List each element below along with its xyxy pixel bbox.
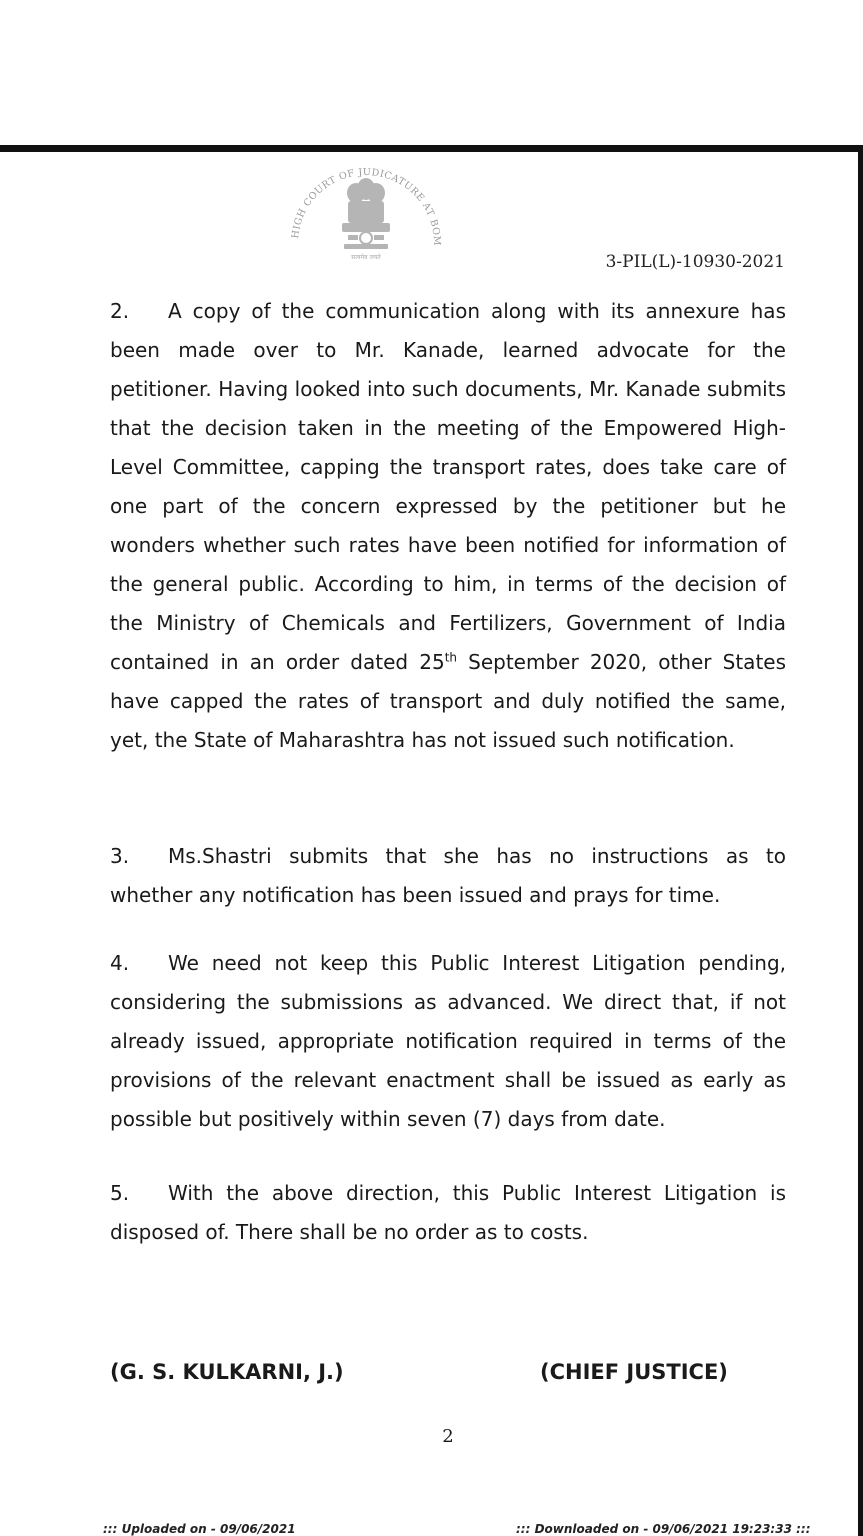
paragraph-4 — [110, 944, 786, 1139]
paragraph-text: With the above direction, this Public Interest Litigation is disposed of. There shall be no order as to costs. — [110, 1181, 786, 1244]
paragraph-text: A copy of the communication along with its annexure has been made over to Mr. Kanade, learned advocate for the petitioner. Having looked into such documents, Mr. Kanade submits that the decision taken in the meeting of the Empowered High-Level Committee, capping the transport rates, does take care of one part of the concern expressed by the petitioner but he wonders whether such rates have been notified for information of the general public. According to him, in terms of the decision of the Ministry of Chemicals and Fertilizers, Government of India contained in an order dated 25 — [110, 299, 786, 674]
seal-motto: सत्यमेव जयते — [351, 254, 381, 261]
paragraph-number: 3. — [110, 844, 130, 868]
ordinal-superscript: th — [444, 650, 457, 665]
paragraph-5 — [110, 1174, 786, 1252]
paragraph-number: 2. — [110, 299, 130, 323]
page-number: 2 — [442, 1426, 454, 1447]
signature-judge: (G. S. KULKARNI, J.) — [110, 1360, 344, 1384]
signature-chief-justice: (CHIEF JUSTICE) — [540, 1360, 728, 1384]
emblem-icon — [278, 155, 454, 265]
paragraph-text: We need not keep this Public Interest Litigation pending, considering the submissions as advanced. We direct that, if not already issued, appropriate notification required in terms of the provisions of the relevant enactment shall be issued as early as possible but positively within seven (7) days from date. — [110, 951, 786, 1131]
uploaded-stamp: ::: Uploaded on - 09/06/2021 — [103, 1522, 296, 1536]
paragraph-number: 4. — [110, 951, 130, 975]
seal-arc-text: HIGH COURT OF JUDICATURE AT BOM — [290, 166, 443, 247]
downloaded-stamp: ::: Downloaded on - 09/06/2021 19:23:33 ::: — [516, 1522, 811, 1536]
paragraph-text: Ms.Shastri submits that she has no instructions as to whether any notification has been issued and prays for time. — [110, 844, 786, 907]
case-number: 3-PIL(L)-10930-2021 — [605, 252, 785, 272]
paragraph-3 — [110, 837, 786, 915]
court-seal — [278, 155, 454, 265]
paragraph-text-cont: September 2020, other States have capped the rates of transport and duly notified the same, yet, the State of Maharashtra has not issued such notification. — [110, 650, 787, 752]
paragraph-number: 5. — [110, 1181, 130, 1205]
paragraph-2 — [110, 292, 786, 760]
